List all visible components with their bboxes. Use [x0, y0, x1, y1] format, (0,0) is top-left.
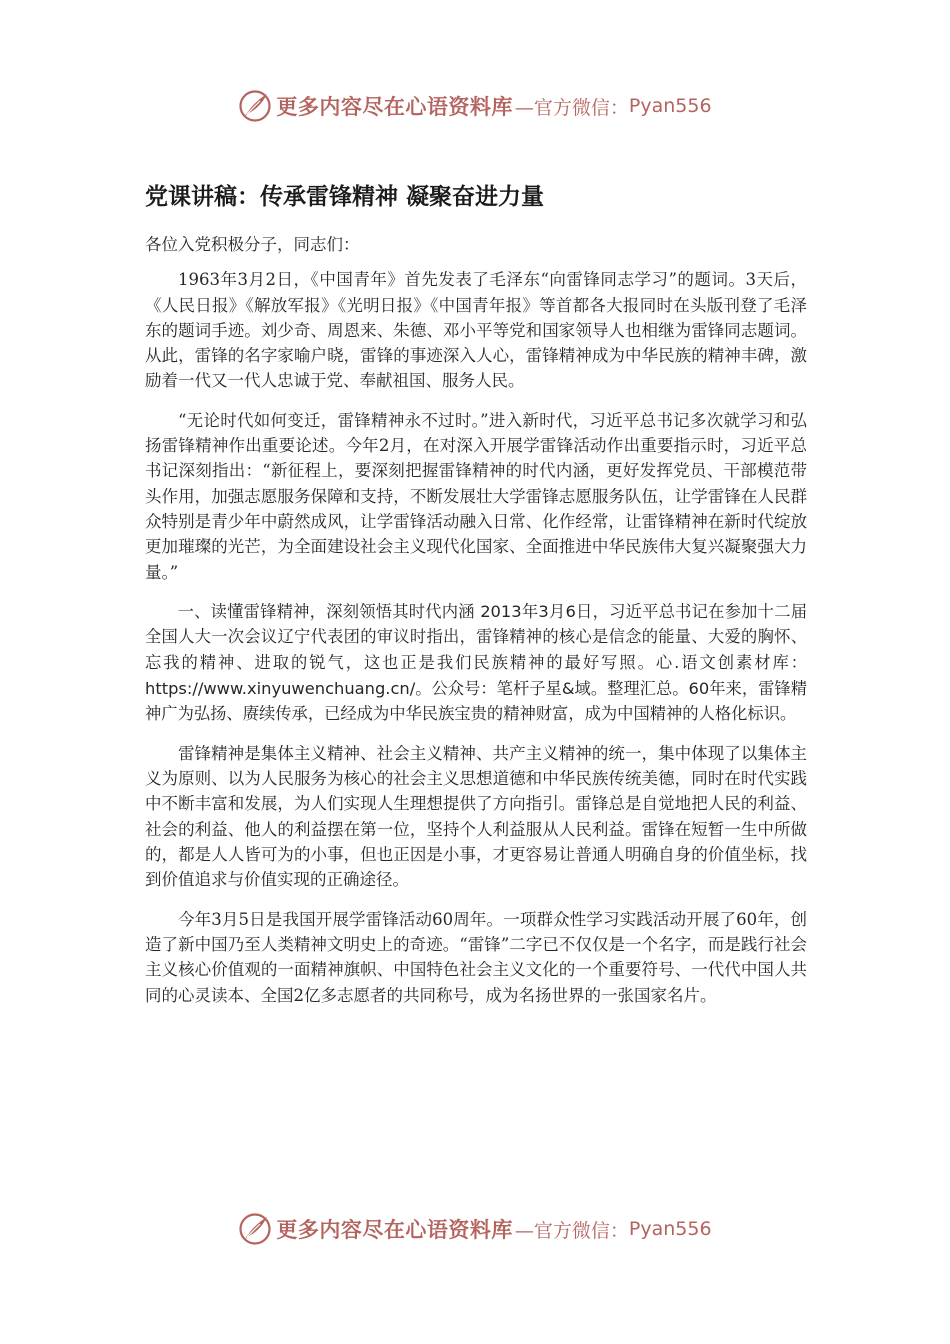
- quill-logo-icon: [238, 89, 272, 123]
- paragraph: 一、读懂雷锋精神，深刻领悟其时代内涵 2013年3月6日，习近平总书记在参加十二届全国人大一次会议辽宁代表团的审议时指出，雷锋精神的核心是信念的能量、大爱的胸怀、忘我的精神、进取的锐气，这也正是我们民族精神的最好写照。心.语文创素材库：https://www.xinyuwenchuang.cn/。公众号：笔杆子星&域。整理汇总。60年来，雷锋精神广为弘扬、赓续传承，已经成为中华民族宝贵的精神财富，成为中国精神的人格化标识。: [145, 601, 807, 724]
- quill-logo-icon: [238, 1212, 272, 1246]
- footer-banner: [0, 1209, 950, 1249]
- paragraph: 雷锋精神是集体主义精神、社会主义精神、共产主义精神的统一，集中体现了以集体主义为原则、以为人民服务为核心的社会主义思想道德和中华民族传统美德，同时在时代实践中不断丰富和发展，为人们实现人生理想提供了方向指引。雷锋总是自觉地把人民的利益、社会的利益、他人的利益摆在第一位，坚持个人利益服从人民利益。雷锋在短暂一生中所做的，都是人人皆可为的小事，但也正因是小事，才更容易让普通人明确自身的价值坐标，找到价值追求与价值实现的正确途径。: [145, 743, 807, 890]
- document-body: [145, 232, 807, 1022]
- paragraph: 今年3月5日是我国开展学雷锋活动60周年。一项群众性学习实践活动开展了60年，创造了新中国乃至人类精神文明史上的奇迹。“雷锋”二字已不仅仅是一个名字，而是践行社会主义核心价值观的一面精神旗帜、中国特色社会主义文化的一个重要符号、一代代中国人共同的心灵读本、全国2亿多志愿者的共同称号，成为名扬世界的一张国家名片。: [145, 909, 807, 1005]
- footer-wechat-label: —官方微信：: [514, 1219, 629, 1242]
- greeting: 各位入党积极分子，同志们：: [145, 235, 360, 254]
- paragraph: “无论时代如何变迁，雷锋精神永不过时。”进入新时代，习近平总书记多次就学习和弘扬雷锋精神作出重要论述。今年2月，在对深入开展学雷锋活动作出重要指示时，习近平总书记深刻指出：“新征程上，要深刻把握雷锋精神的时代内涵，更好发挥党员、干部模范带头作用，加强志愿服务保障和支持，不断发展壮大学雷锋志愿服务队伍，让学雷锋在人民群众特别是青少年中蔚然成风，让学雷锋活动融入日常、化作经常，让雷锋精神在新时代绽放更加璀璨的光芒，为全面建设社会主义现代化国家、全面推进中华民族伟大复兴凝聚强大力量。”: [145, 410, 807, 582]
- header-wechat-id: Pyan556: [628, 95, 712, 117]
- header-banner: [0, 86, 950, 126]
- header-brand-text: 更多内容尽在心语资料库: [276, 94, 513, 119]
- footer-brand-text: 更多内容尽在心语资料库: [276, 1217, 513, 1242]
- document-title: 党课讲稿：传承雷锋精神 凝聚奋进力量: [145, 184, 545, 210]
- paragraph: 1963年3月2日，《中国青年》首先发表了毛泽东“向雷锋同志学习”的题词。3天后，《人民日报》《解放军报》《光明日报》《中国青年报》等首都各大报同时在头版刊登了毛泽东的题词手迹。刘少奇、周恩来、朱德、邓小平等党和国家领导人也相继为雷锋同志题词。从此，雷锋的名字家喻户晓，雷锋的事迹深入人心，雷锋精神成为中华民族的精神丰碑，激励着一代又一代人忠诚于党、奉献祖国、服务人民。: [145, 270, 807, 391]
- footer-wechat-id: Pyan556: [628, 1218, 712, 1240]
- header-wechat-label: —官方微信：: [514, 96, 629, 119]
